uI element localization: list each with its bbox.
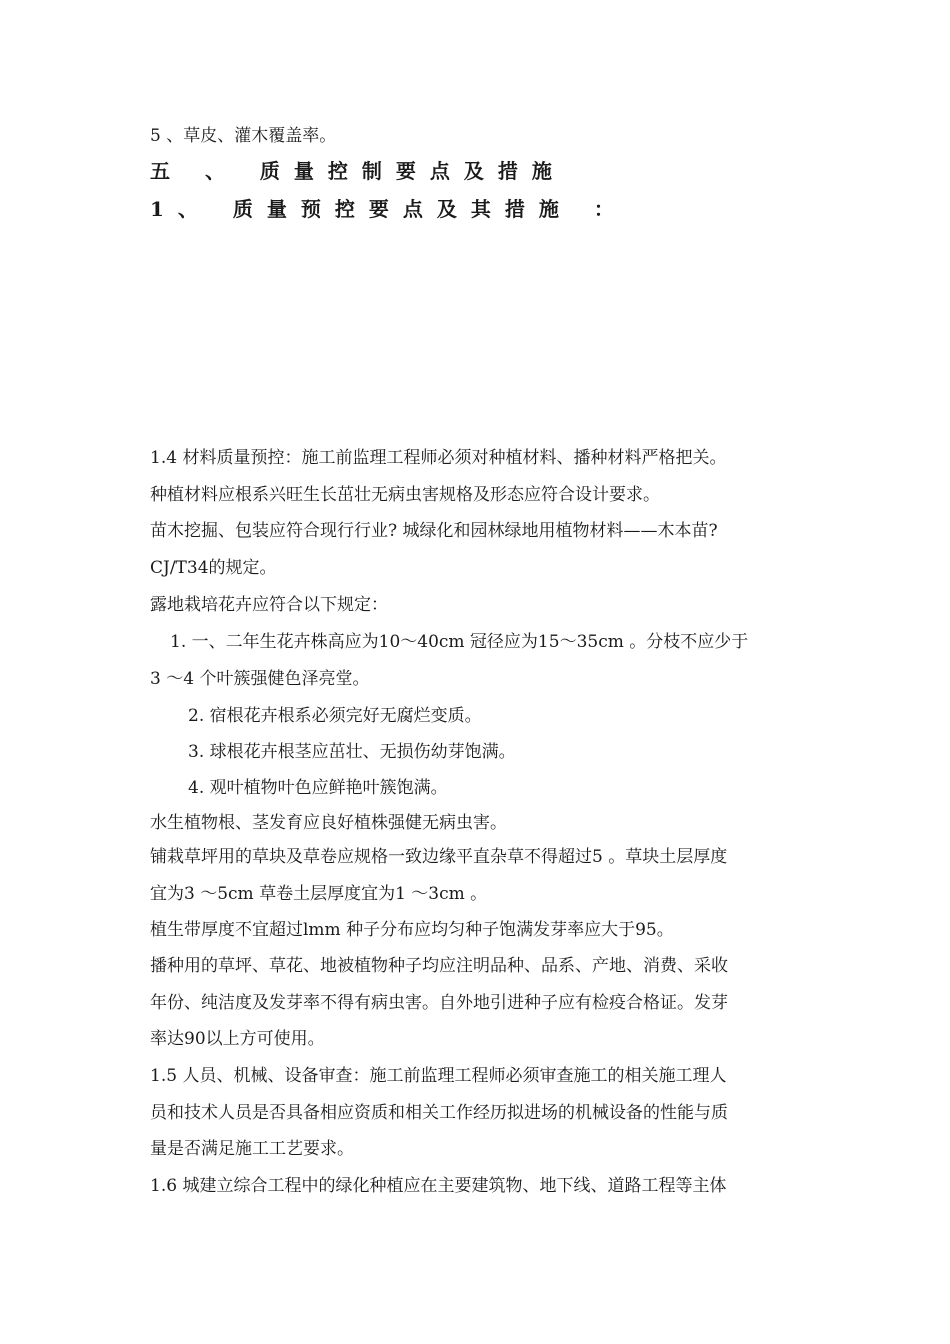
paragraph-line: 1.5 人员、机械、设备审查：施工前监理工程师必须审查施工的相关施工理人	[150, 1066, 727, 1086]
paragraph-line: 量是否满足施工工艺要求。	[150, 1139, 354, 1159]
numbered-item: 3. 球根花卉根茎应茁壮、无损伤幼芽饱满。	[188, 742, 516, 762]
paragraph-line: 苗木挖掘、包装应符合现行行业? 城绿化和园林绿地用植物材料——木本苗?	[150, 521, 718, 541]
section-heading: 五 、 质量控制要点及措施	[150, 159, 566, 183]
subsection-heading: 1、 质量预控要点及其措施 ：	[150, 197, 628, 221]
paragraph-line: 植生带厚度不宜超过lmm 种子分布应均匀种子饱满发芽率应大于95。	[150, 920, 674, 940]
paragraph-line: CJ/T34的规定。	[150, 558, 277, 578]
numbered-item: 2. 宿根花卉根系必须完好无腐烂变质。	[188, 706, 482, 726]
paragraph-line: 1.6 城建立综合工程中的绿化种植应在主要建筑物、地下线、道路工程等主体	[150, 1176, 727, 1196]
numbered-item: 1. 一、二年生花卉株高应为10～40cm 冠径应为15～35cm 。分枝不应少于	[170, 632, 749, 652]
numbered-item: 4. 观叶植物叶色应鲜艳叶簇饱满。	[188, 778, 448, 798]
paragraph-line: 1.4 材料质量预控：施工前监理工程师必须对种植材料、播种材料严格把关。	[150, 448, 727, 468]
list-item-turf-coverage: 5 、草皮、灌木覆盖率。	[150, 126, 337, 146]
paragraph-line: 铺栽草坪用的草块及草卷应规格一致边缘平直杂草不得超过5 。草块土层厚度	[150, 847, 728, 867]
paragraph-line: 员和技术人员是否具备相应资质和相关工作经历拟进场的机械设备的性能与质	[150, 1103, 728, 1123]
paragraph-line: 种植材料应根系兴旺生长茁壮无病虫害规格及形态应符合设计要求。	[150, 485, 660, 505]
paragraph-line: 率达90以上方可使用。	[150, 1029, 325, 1049]
paragraph-line: 水生植物根、茎发育应良好植株强健无病虫害。	[150, 813, 507, 833]
paragraph-line: 宜为3 ～5cm 草卷土层厚度宜为1 ～3cm 。	[150, 884, 488, 904]
paragraph-line: 露地栽培花卉应符合以下规定：	[150, 595, 388, 615]
paragraph-line: 3 ～4 个叶簇强健色泽亮堂。	[150, 669, 370, 689]
paragraph-line: 播种用的草坪、草花、地被植物种子均应注明品种、品系、产地、消费、采收	[150, 956, 728, 976]
paragraph-line: 年份、纯洁度及发芽率不得有病虫害。自外地引进种子应有检疫合格证。发芽	[150, 993, 728, 1013]
